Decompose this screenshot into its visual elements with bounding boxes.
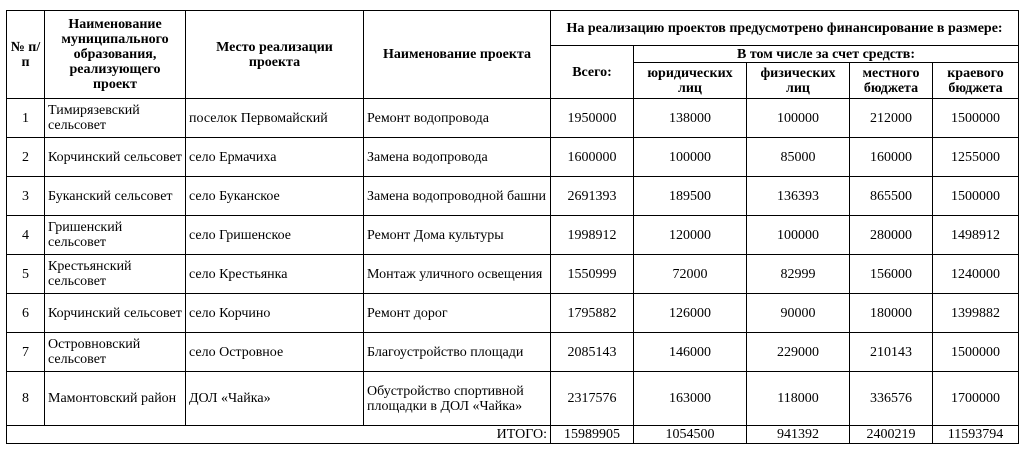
cell-local: 212000 [850, 99, 933, 138]
cell-regional: 1500000 [933, 99, 1019, 138]
cell-project: Замена водопровода [364, 138, 551, 177]
cell-local: 160000 [850, 138, 933, 177]
cell-local: 280000 [850, 216, 933, 255]
cell-legal: 163000 [634, 372, 747, 426]
cell-project: Ремонт водопровода [364, 99, 551, 138]
totals-legal: 1054500 [634, 426, 747, 444]
cell-legal: 146000 [634, 333, 747, 372]
table-row [7, 216, 1019, 255]
cell-place: село Буканское [186, 177, 364, 216]
cell-num: 1 [7, 99, 45, 138]
cell-place: село Островное [186, 333, 364, 372]
cell-individual: 85000 [747, 138, 850, 177]
cell-local: 865500 [850, 177, 933, 216]
cell-legal: 189500 [634, 177, 747, 216]
cell-num: 2 [7, 138, 45, 177]
table-row [7, 255, 1019, 294]
cell-individual: 100000 [747, 216, 850, 255]
cell-municipality: Гришенский сельсовет [45, 216, 186, 255]
cell-total: 1550999 [551, 255, 634, 294]
cell-individual: 229000 [747, 333, 850, 372]
cell-num: 7 [7, 333, 45, 372]
cell-individual: 136393 [747, 177, 850, 216]
cell-place: поселок Первомайский [186, 99, 364, 138]
cell-regional: 1500000 [933, 333, 1019, 372]
cell-regional: 1255000 [933, 138, 1019, 177]
cell-municipality: Буканский сельсовет [45, 177, 186, 216]
cell-individual: 118000 [747, 372, 850, 426]
cell-num: 4 [7, 216, 45, 255]
cell-local: 156000 [850, 255, 933, 294]
cell-local: 336576 [850, 372, 933, 426]
cell-num: 5 [7, 255, 45, 294]
cell-regional: 1500000 [933, 177, 1019, 216]
cell-legal: 72000 [634, 255, 747, 294]
header-local-budget: местного бюджета [850, 63, 933, 99]
cell-local: 210143 [850, 333, 933, 372]
cell-project: Обустройство спортивной площадки в ДОЛ «Чайка» [364, 372, 551, 426]
cell-project: Монтаж уличного освещения [364, 255, 551, 294]
cell-place: село Ермачиха [186, 138, 364, 177]
cell-individual: 90000 [747, 294, 850, 333]
header-municipality: Наименование муниципального образования, реализующего проект [45, 11, 186, 99]
header-including: В том числе за счет средств: [634, 46, 1019, 63]
cell-municipality: Крестьянский сельсовет [45, 255, 186, 294]
table-row [7, 99, 1019, 138]
header-regional-budget: краевого бюджета [933, 63, 1019, 99]
document [6, 10, 1019, 444]
cell-legal: 126000 [634, 294, 747, 333]
cell-place: ДОЛ «Чайка» [186, 372, 364, 426]
header-project: Наименование проекта [364, 11, 551, 99]
financing-table [6, 10, 1019, 444]
cell-municipality: Корчинский сельсовет [45, 294, 186, 333]
cell-municipality: Мамонтовский район [45, 372, 186, 426]
cell-regional: 1240000 [933, 255, 1019, 294]
header-legal: юридических лиц [634, 63, 747, 99]
cell-project: Ремонт дорог [364, 294, 551, 333]
totals-individual: 941392 [747, 426, 850, 444]
cell-regional: 1700000 [933, 372, 1019, 426]
table-row [7, 333, 1019, 372]
cell-project: Замена водопроводной башни [364, 177, 551, 216]
cell-municipality: Тимирязевский сельсовет [45, 99, 186, 138]
cell-place: село Корчино [186, 294, 364, 333]
table-row [7, 177, 1019, 216]
totals-row [7, 426, 1019, 444]
cell-num: 6 [7, 294, 45, 333]
cell-total: 1950000 [551, 99, 634, 138]
cell-num: 3 [7, 177, 45, 216]
header-total: Всего: [551, 46, 634, 99]
header-individual: физических лиц [747, 63, 850, 99]
table-row [7, 138, 1019, 177]
totals-regional: 11593794 [933, 426, 1019, 444]
cell-total: 2317576 [551, 372, 634, 426]
cell-legal: 100000 [634, 138, 747, 177]
totals-label: ИТОГО: [7, 426, 551, 444]
cell-legal: 138000 [634, 99, 747, 138]
cell-legal: 120000 [634, 216, 747, 255]
totals-local: 2400219 [850, 426, 933, 444]
cell-total: 2085143 [551, 333, 634, 372]
cell-total: 1998912 [551, 216, 634, 255]
cell-individual: 100000 [747, 99, 850, 138]
header-financing: На реализацию проектов предусмотрено финансирование в размере: [551, 11, 1019, 46]
cell-total: 1795882 [551, 294, 634, 333]
cell-municipality: Островновский сельсовет [45, 333, 186, 372]
cell-regional: 1498912 [933, 216, 1019, 255]
cell-project: Благоустройство площади [364, 333, 551, 372]
header-place: Место реализации проекта [186, 11, 364, 99]
totals-total: 15989905 [551, 426, 634, 444]
cell-total: 1600000 [551, 138, 634, 177]
cell-local: 180000 [850, 294, 933, 333]
cell-place: село Крестьянка [186, 255, 364, 294]
cell-place: село Гришенское [186, 216, 364, 255]
cell-municipality: Корчинский сельсовет [45, 138, 186, 177]
table-row [7, 294, 1019, 333]
table-row [7, 372, 1019, 426]
cell-regional: 1399882 [933, 294, 1019, 333]
header-num: № п/п [7, 11, 45, 99]
cell-total: 2691393 [551, 177, 634, 216]
cell-num: 8 [7, 372, 45, 426]
cell-individual: 82999 [747, 255, 850, 294]
cell-project: Ремонт Дома культуры [364, 216, 551, 255]
